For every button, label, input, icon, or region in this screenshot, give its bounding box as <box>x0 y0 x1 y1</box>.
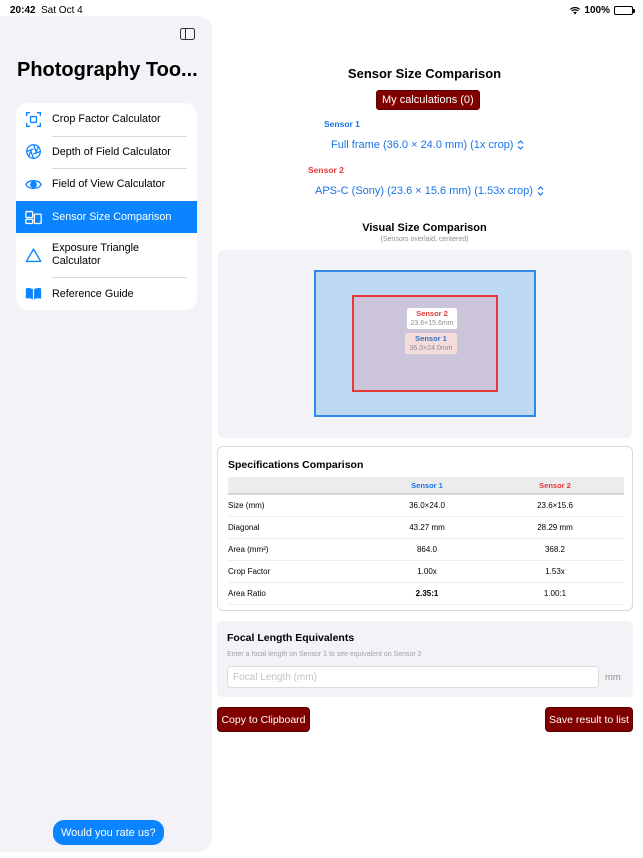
sidebar-item-depth-of-field[interactable] <box>16 136 197 169</box>
copy-to-clipboard-button[interactable]: Copy to Clipboard <box>217 707 310 732</box>
table-cell: 1.53x <box>486 560 624 582</box>
table-cell: Size (mm) <box>228 494 368 516</box>
visual-comparison-title: Visual Size Comparison <box>362 222 487 234</box>
table-cell: Crop Factor <box>228 560 368 582</box>
sensor-overlay-canvas <box>218 250 632 438</box>
sensor2-tag <box>407 308 457 329</box>
sensor1-tag-name: Sensor 1 <box>415 334 447 343</box>
table-cell: Area (mm²) <box>228 538 368 560</box>
table-cell: Area Ratio <box>228 582 368 604</box>
sidebar-title: Photography Too... <box>17 59 198 81</box>
sidebar-item-crop-factor[interactable] <box>16 103 197 136</box>
rate-us-button[interactable]: Would you rate us? <box>53 820 164 845</box>
page-title: Sensor Size Comparison <box>347 66 502 81</box>
sensor1-tag-size: 36.0×24.0mm <box>409 344 453 352</box>
save-result-button[interactable]: Save result to list <box>545 707 633 732</box>
aperture-icon <box>25 143 42 160</box>
sensor2-label: Sensor 2 <box>308 165 344 175</box>
focal-length-subtitle: Enter a focal length on Sensor 1 to see equivalent on Sensor 2 <box>227 651 422 658</box>
main-content <box>212 0 643 858</box>
specifications-table <box>228 477 624 605</box>
battery-percent: 100% <box>584 5 610 16</box>
sensor2-tag-size: 23.6×15.6mm <box>410 319 454 327</box>
visual-comparison-subtitle: (Sensors overlaid, centered) <box>380 236 469 243</box>
specifications-title: Specifications Comparison <box>228 459 364 471</box>
table-row <box>228 538 624 560</box>
sensor2-picker[interactable] <box>315 185 544 197</box>
focal-length-title: Focal Length Equivalents <box>227 632 355 644</box>
sidebar-item-label: Depth of Field Calculator <box>52 145 171 158</box>
book-icon <box>25 285 42 302</box>
sidebar-item-label: Crop Factor Calculator <box>52 113 161 126</box>
sensor1-selected: Full frame (36.0 × 24.0 mm) (1x crop) <box>331 139 514 151</box>
chevron-up-down-icon <box>517 140 524 150</box>
sensor2-selected: APS-C (Sony) (23.6 × 15.6 mm) (1.53x crop) <box>315 185 533 197</box>
sidebar <box>0 16 212 852</box>
sensor-compare-icon <box>25 209 42 226</box>
sidebar-item-label: Reference Guide <box>52 287 134 300</box>
table-header-sensor1: Sensor 1 <box>368 477 486 494</box>
nav-list <box>16 103 197 310</box>
crop-icon <box>25 111 42 128</box>
focal-length-input[interactable] <box>227 666 599 688</box>
sensor1-picker[interactable] <box>331 139 524 151</box>
table-row <box>228 582 624 604</box>
eye-icon <box>25 176 42 193</box>
table-header-sensor2: Sensor 2 <box>486 477 624 494</box>
table-cell: 1.00:1 <box>486 582 624 604</box>
sidebar-toggle-icon[interactable] <box>180 28 195 40</box>
triangle-icon <box>25 247 42 264</box>
sidebar-item-label: Exposure Triangle Calculator <box>52 242 140 268</box>
table-cell: Diagonal <box>228 516 368 538</box>
focal-length-unit: mm <box>605 672 621 683</box>
table-cell: 43.27 mm <box>368 516 486 538</box>
sidebar-item-field-of-view[interactable] <box>16 168 197 201</box>
sidebar-item-reference-guide[interactable] <box>16 277 197 310</box>
status-date: Sat Oct 4 <box>41 5 83 16</box>
table-row <box>228 560 624 582</box>
sidebar-item-label: Sensor Size Comparison <box>52 211 172 224</box>
table-row <box>228 516 624 538</box>
sensor1-tag <box>405 333 457 354</box>
table-cell: 1.00x <box>368 560 486 582</box>
sidebar-item-exposure-triangle[interactable] <box>16 233 197 277</box>
specifications-card <box>217 446 633 611</box>
my-calculations-button[interactable]: My calculations (0) <box>376 90 480 110</box>
table-cell: 36.0×24.0 <box>368 494 486 516</box>
table-header <box>228 477 368 494</box>
table-cell: 368.2 <box>486 538 624 560</box>
table-row <box>228 494 624 516</box>
status-time: 20:42 <box>10 5 36 16</box>
sidebar-item-sensor-size[interactable] <box>16 201 197 234</box>
chevron-up-down-icon <box>537 186 544 196</box>
sensor1-label: Sensor 1 <box>324 119 360 129</box>
sidebar-item-label: Field of View Calculator <box>52 178 166 191</box>
table-cell: 2.35:1 <box>368 582 486 604</box>
focal-length-card <box>217 621 633 697</box>
table-header-row <box>228 477 624 494</box>
table-cell: 864.0 <box>368 538 486 560</box>
table-cell: 23.6×15.6 <box>486 494 624 516</box>
sensor2-tag-name: Sensor 2 <box>416 309 448 318</box>
table-cell: 28.29 mm <box>486 516 624 538</box>
